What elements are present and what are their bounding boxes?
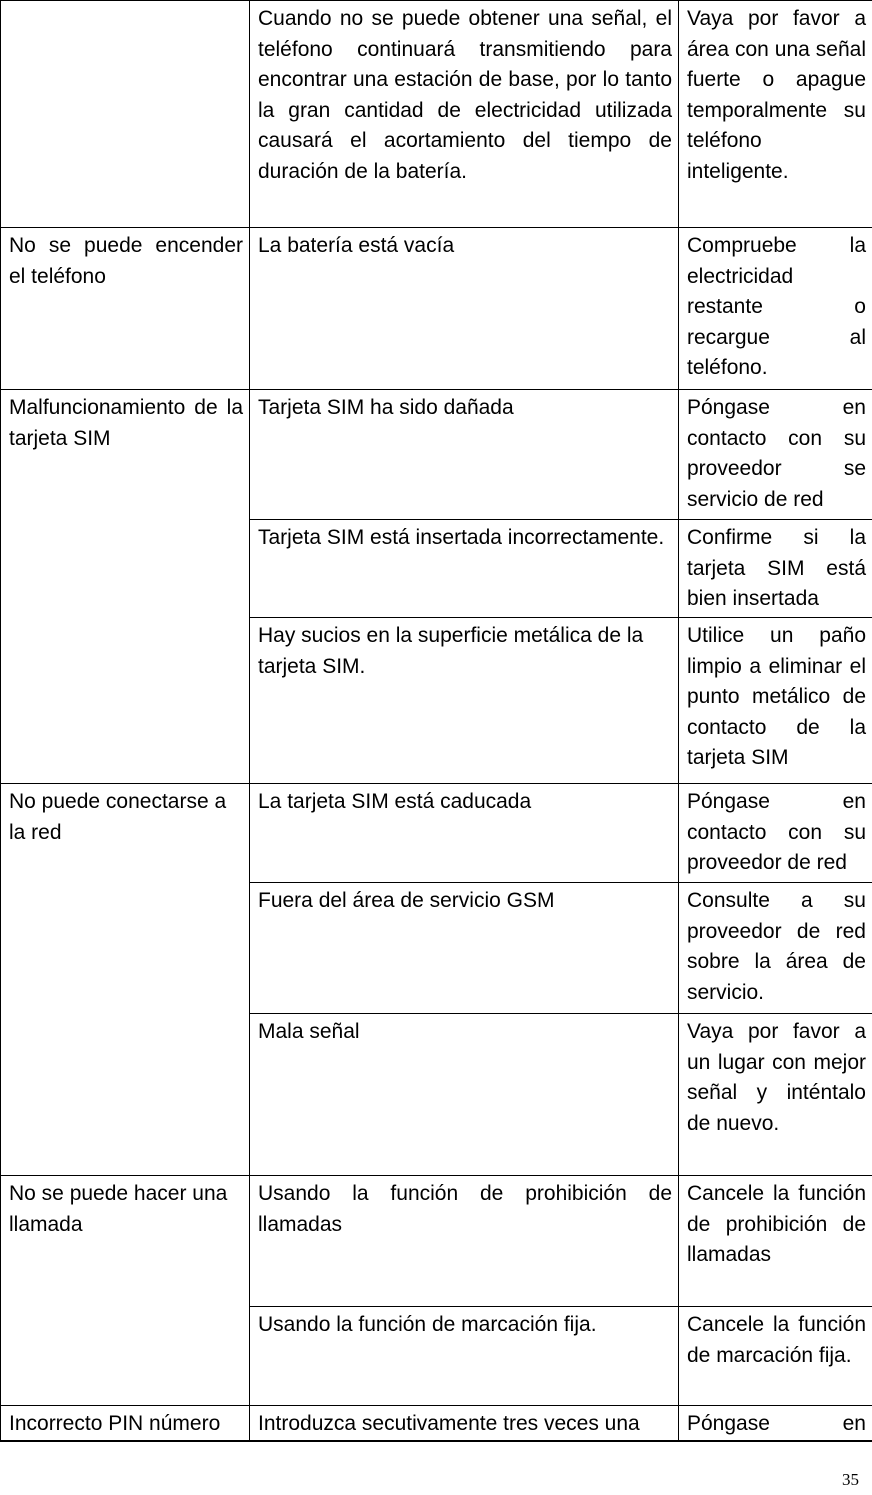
- cause-cell: Usando la función de marcación fija.: [250, 1307, 679, 1406]
- table-row: [1, 1, 872, 228]
- problem-cell: Malfuncionamiento de la tarjeta SIM: [1, 390, 250, 784]
- page-number: 35: [842, 1470, 859, 1489]
- solution-cell: Compruebe la electricidad restante o recargue al teléfono.: [679, 228, 872, 390]
- solution-cell: Utilice un paño limpio a eliminar el punto metálico de contacto de la tarjeta SIM: [679, 618, 872, 784]
- solution-cell: Póngase en contacto con su proveedor se servicio de red: [679, 390, 872, 520]
- solution-cell: Vaya por favor a un lugar con mejor señal y inténtalo de nuevo.: [679, 1014, 872, 1176]
- table-row: [1, 784, 872, 883]
- cause-cell: Usando la función de prohibición de llamadas: [250, 1176, 679, 1307]
- solution-cell: Póngase en contacto con su proveedor de red: [679, 784, 872, 883]
- cause-cell: Fuera del área de servicio GSM: [250, 883, 679, 1014]
- problem-cell: No se puede hacer una llamada: [1, 1176, 250, 1406]
- problem-cell: [1, 1, 250, 228]
- table-row: [1, 1406, 872, 1441]
- cause-cell: Hay sucios en la superficie metálica de la tarjeta SIM.: [250, 618, 679, 784]
- cause-cell: Introduzca secutivamente tres veces una: [250, 1406, 679, 1441]
- solution-cell: Consulte a su proveedor de red sobre la área de servicio.: [679, 883, 872, 1014]
- cause-cell: La batería está vacía: [250, 228, 679, 390]
- problem-cell: No puede conectarse a la red: [1, 784, 250, 1176]
- solution-cell: Confirme si la tarjeta SIM está bien insertada: [679, 520, 872, 618]
- solution-cell: Cancele la función de prohibición de llamadas: [679, 1176, 872, 1307]
- cause-cell: Cuando no se puede obtener una señal, el teléfono continuará transmitiendo para encontrar una estación de base, por lo tanto la gran cantidad de electricidad utilizada causará el acortamiento del tiempo de duración de la batería.: [250, 1, 679, 228]
- cause-cell: La tarjeta SIM está caducada: [250, 784, 679, 883]
- solution-cell: Cancele la función de marcación fija.: [679, 1307, 872, 1406]
- cause-cell: Tarjeta SIM está insertada incorrectamente.: [250, 520, 679, 618]
- cause-cell: Mala señal: [250, 1014, 679, 1176]
- solution-cell: Vaya por favor a área con una señal fuerte o apague temporalmente su teléfono inteligente.: [679, 1, 872, 228]
- problem-cell: No se puede encender el teléfono: [1, 228, 250, 390]
- table-row: [1, 1176, 872, 1307]
- table-row: [1, 390, 872, 520]
- table-row: [1, 228, 872, 390]
- solution-cell: Póngase en: [679, 1406, 872, 1441]
- cause-cell: Tarjeta SIM ha sido dañada: [250, 390, 679, 520]
- problem-cell: Incorrecto PIN número: [1, 1406, 250, 1441]
